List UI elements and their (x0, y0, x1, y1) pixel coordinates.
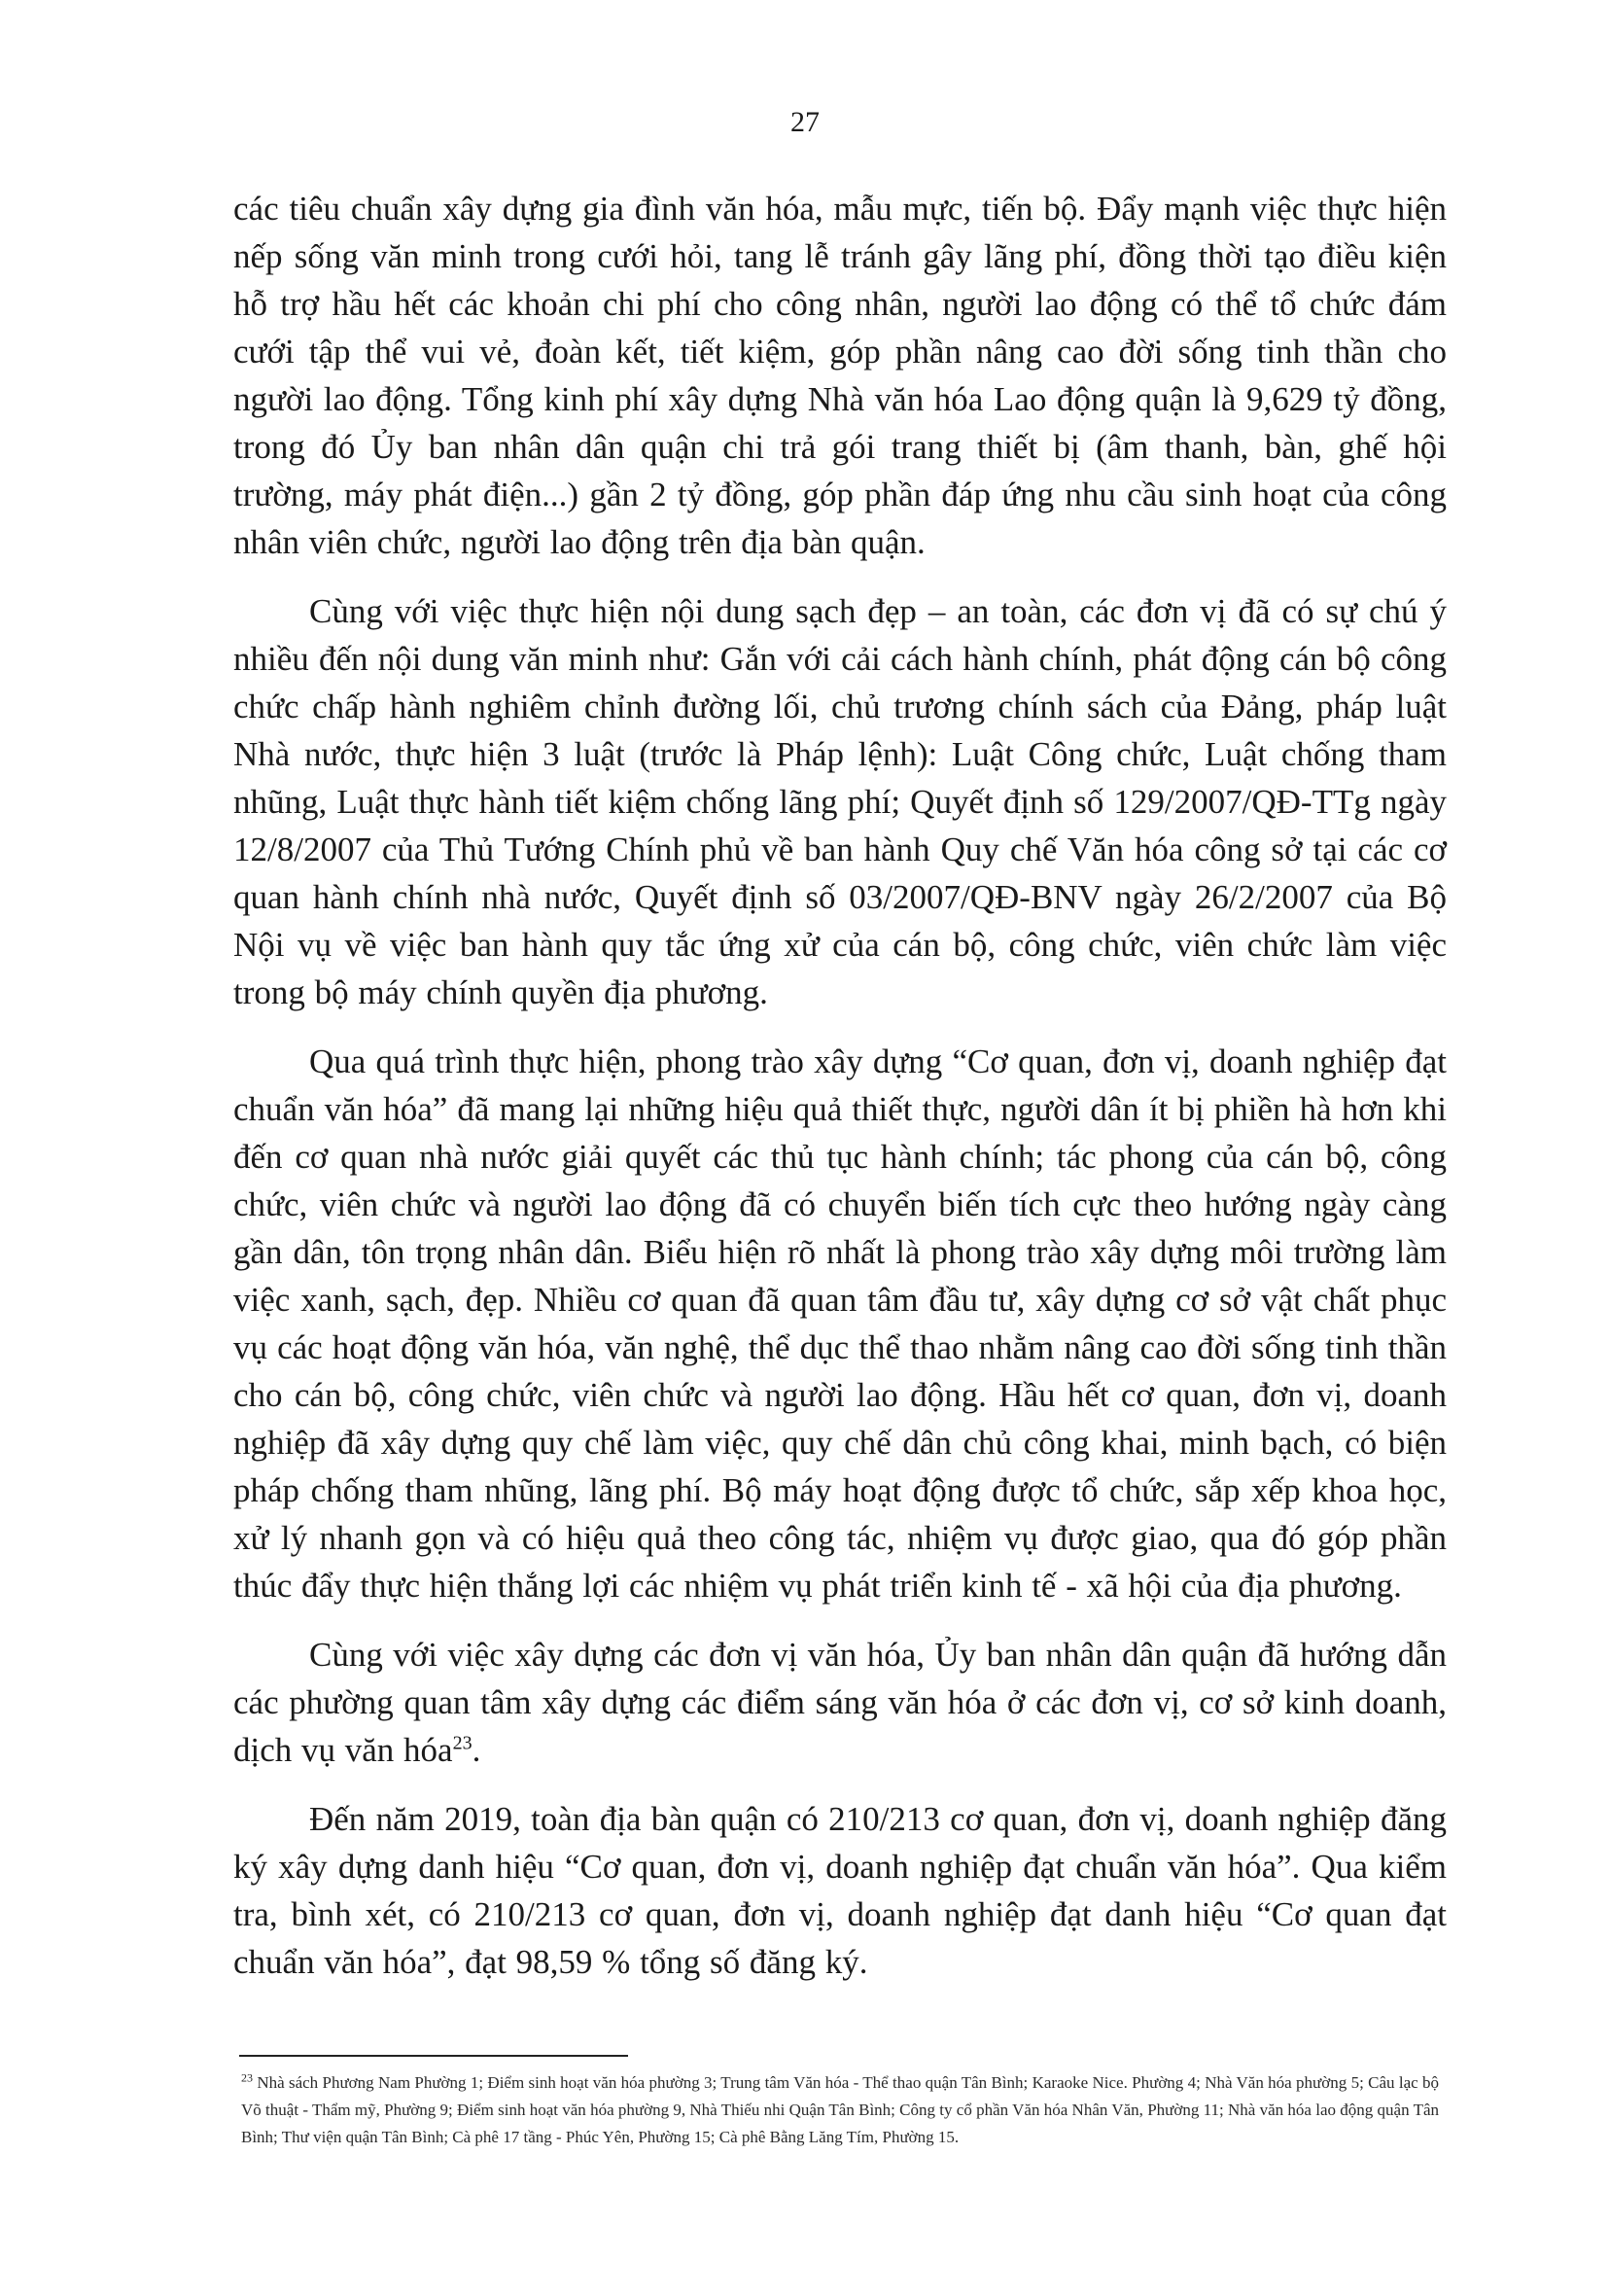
footnote-number: 23 (241, 2070, 253, 2085)
paragraph-4 (233, 1631, 1447, 1774)
footnote-divider (239, 2055, 628, 2057)
paragraph-5: Đến năm 2019, toàn địa bàn quận có 210/213 cơ quan, đơn vị, doanh nghiệp đăng ký xây dựng danh hiệu “Cơ quan, đơn vị, doanh nghiệp đạt chuẩn văn hóa”. Qua kiểm tra, bình xét, có 210/213 cơ quan, đơn vị, doanh nghiệp đạt danh hiệu “Cơ quan đạt chuẩn văn hóa”, đạt 98,59 % tổng số đăng ký. (233, 1800, 1447, 1981)
body-text (233, 185, 1447, 2007)
paragraph-4-end: . (472, 1731, 481, 1769)
paragraph-4-text: Cùng với việc xây dựng các đơn vị văn hóa, Ủy ban nhân dân quận đã hướng dẫn các phường quan tâm xây dựng các điểm sáng văn hóa ở các đơn vị, cơ sở kinh doanh, dịch vụ văn hóa (233, 1636, 1447, 1769)
paragraph-3: Qua quá trình thực hiện, phong trào xây dựng “Cơ quan, đơn vị, doanh nghiệp đạt chuẩn văn hóa” đã mang lại những hiệu quả thiết thực, người dân ít bị phiền hà hơn khi đến cơ quan nhà nước giải quyết các thủ tục hành chính; tác phong của cán bộ, công chức, viên chức và người lao động đã có chuyển biến tích cực theo hướng ngày càng gần dân, tôn trọng nhân dân. Biểu hiện rõ nhất là phong trào xây dựng môi trường làm việc xanh, sạch, đẹp. Nhiều cơ quan đã quan tâm đầu tư, xây dựng cơ sở vật chất phục vụ các hoạt động văn hóa, văn nghệ, thể dục thể thao nhằm nâng cao đời sống tinh thần cho cán bộ, công chức, viên chức và người lao động. Hầu hết cơ quan, đơn vị, doanh nghiệp đã xây dựng quy chế làm việc, quy chế dân chủ công khai, minh bạch, có biện pháp chống tham nhũng, lãng phí. Bộ máy hoạt động được tổ chức, sắp xếp khoa học, xử lý nhanh gọn và có hiệu quả theo công tác, nhiệm vụ được giao, qua đó góp phần thúc đẩy thực hiện thắng lợi các nhiệm vụ phát triển kinh tế - xã hội của địa phương. (233, 1042, 1447, 1605)
footnote (241, 2069, 1439, 2151)
page-number: 27 (790, 106, 820, 138)
paragraph-2: Cùng với việc thực hiện nội dung sạch đẹp – an toàn, các đơn vị đã có sự chú ý nhiều đến nội dung văn minh như: Gắn với cải cách hành chính, phát động cán bộ công chức chấp hành nghiêm chỉnh đường lối, chủ trương chính sách của Đảng, pháp luật Nhà nước, thực hiện 3 luật (trước là Pháp lệnh): Luật Công chức, Luật chống tham nhũng, Luật thực hành tiết kiệm chống lãng phí; Quyết định số 129/2007/QĐ-TTg ngày 12/8/2007 của Thủ Tướng Chính phủ về ban hành Quy chế Văn hóa công sở tại các cơ quan hành chính nhà nước, Quyết định số 03/2007/QĐ-BNV ngày 26/2/2007 của Bộ Nội vụ về việc ban hành quy tắc ứng xử của cán bộ, công chức, viên chức làm việc trong bộ máy chính quyền địa phương. (233, 592, 1447, 1011)
paragraph-1: các tiêu chuẩn xây dựng gia đình văn hóa, mẫu mực, tiến bộ. Đẩy mạnh việc thực hiện nếp sống văn minh trong cưới hỏi, tang lễ tránh gây lãng phí, đồng thời tạo điều kiện hỗ trợ hầu hết các khoản chi phí cho công nhân, người lao động có thể tổ chức đám cưới tập thể vui vẻ, đoàn kết, tiết kiệm, góp phần nâng cao đời sống tinh thần cho người lao động. Tổng kinh phí xây dựng Nhà văn hóa Lao động quận là 9,629 tỷ đồng, trong đó Ủy ban nhân dân quận chi trả gói trang thiết bị (âm thanh, bàn, ghế hội trường, máy phát điện...) gần 2 tỷ đồng, góp phần đáp ứng nhu cầu sinh hoạt của công nhân viên chức, người lao động trên địa bàn quận. (233, 190, 1447, 561)
footnote-text: Nhà sách Phương Nam Phường 1; Điểm sinh hoạt văn hóa phường 3; Trung tâm Văn hóa - Thể thao quận Tân Bình; Karaoke Nice. Phường 4; Nhà Văn hóa phường 5; Câu lạc bộ Võ thuật - Thẩm mỹ, Phường 9; Điểm sinh hoạt văn hóa phường 9, Nhà Thiếu nhi Quận Tân Bình; Công ty cổ phần Văn hóa Nhân Văn, Phường 11; Nhà văn hóa lao động quận Tân Bình; Thư viện quận Tân Bình; Cà phê 17 tầng - Phúc Yên, Phường 15; Cà phê Bằng Lăng Tím, Phường 15. (241, 2073, 1439, 2146)
footnote-reference[interactable]: 23 (452, 1732, 472, 1754)
